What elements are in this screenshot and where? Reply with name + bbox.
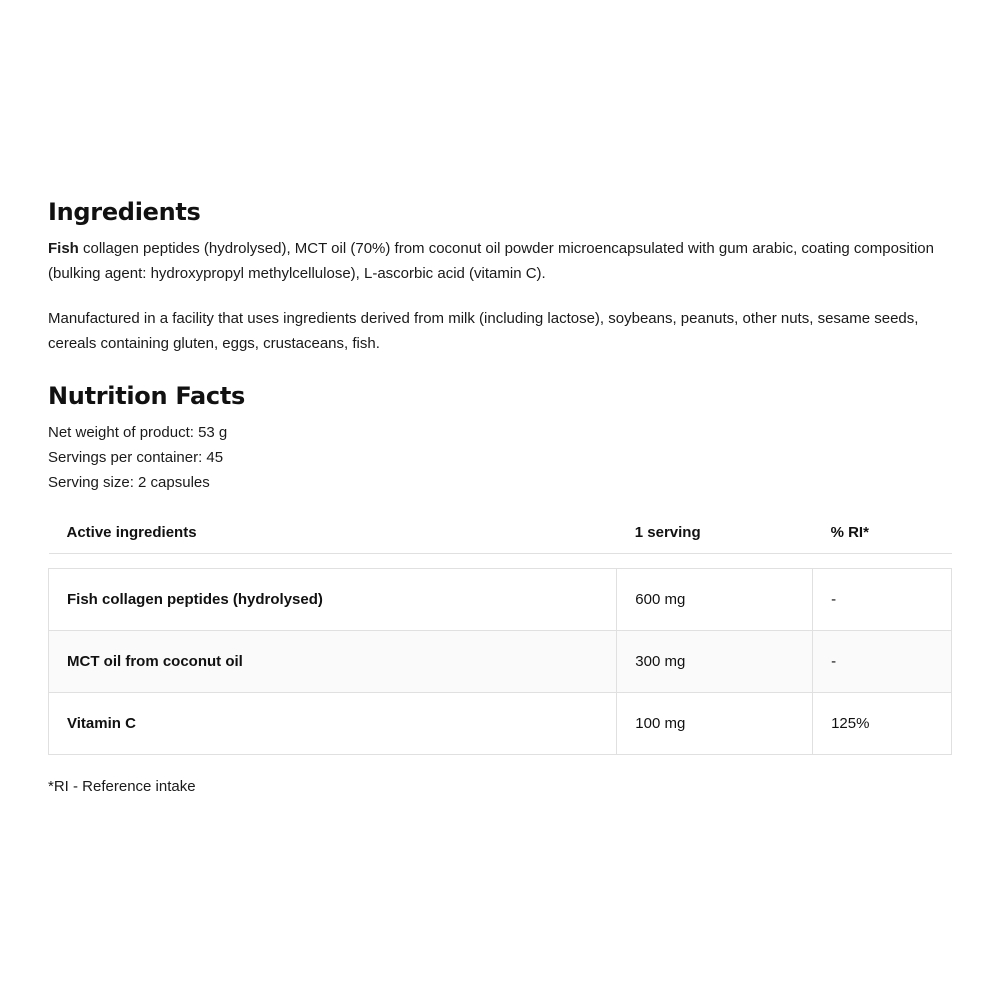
- table-row: [49, 569, 952, 631]
- table-header-row: [49, 511, 952, 554]
- serving-size: Serving size: 2 capsules: [48, 474, 210, 491]
- allergen-notice: Manufactured in a facility that uses ingredients derived from milk (including lactose), soybeans, peanuts, other nuts, sesame seeds, cereals containing gluten, eggs, crustaceans, fish.: [48, 310, 919, 352]
- table-row: [49, 631, 952, 693]
- ingredient-name: MCT oil from coconut oil: [49, 631, 617, 693]
- nutrition-table: [48, 511, 952, 755]
- ingredient-ri: -: [813, 569, 952, 631]
- net-weight: Net weight of product: 53 g: [48, 424, 228, 441]
- ingredient-name: Vitamin C: [49, 693, 617, 755]
- nutrition-facts-heading: Nutrition Facts: [48, 382, 246, 410]
- ingredient-amount: 100 mg: [617, 693, 813, 755]
- ingredient-amount: 600 mg: [617, 569, 813, 631]
- ingredient-ri: 125%: [813, 693, 952, 755]
- ingredients-list-text: collagen peptides (hydrolysed), MCT oil (70%) from coconut oil powder microencapsulated with gum arabic, coating composition (bulking agent: hydroxypropyl methylcellulose), L-ascorbic acid (vitamin C).: [48, 240, 934, 282]
- header-serving: 1 serving: [634, 523, 701, 541]
- ingredients-heading: Ingredients: [48, 198, 201, 226]
- servings-per-container: Servings per container: 45: [48, 449, 224, 466]
- ingredients-list: [48, 236, 952, 286]
- ingredient-ri: -: [813, 631, 952, 693]
- product-info-section: [48, 192, 952, 799]
- ingredient-amount: 300 mg: [617, 631, 813, 693]
- ingredient-name: Fish collagen peptides (hydrolysed): [49, 569, 617, 631]
- header-active-ingredients: Active ingredients: [66, 523, 197, 541]
- product-details: [48, 420, 952, 495]
- table-row: [49, 693, 952, 755]
- header-ri: % RI*: [830, 523, 869, 541]
- ri-footnote: *RI - Reference intake: [48, 778, 196, 795]
- ingredients-bold-word: Fish: [48, 240, 79, 257]
